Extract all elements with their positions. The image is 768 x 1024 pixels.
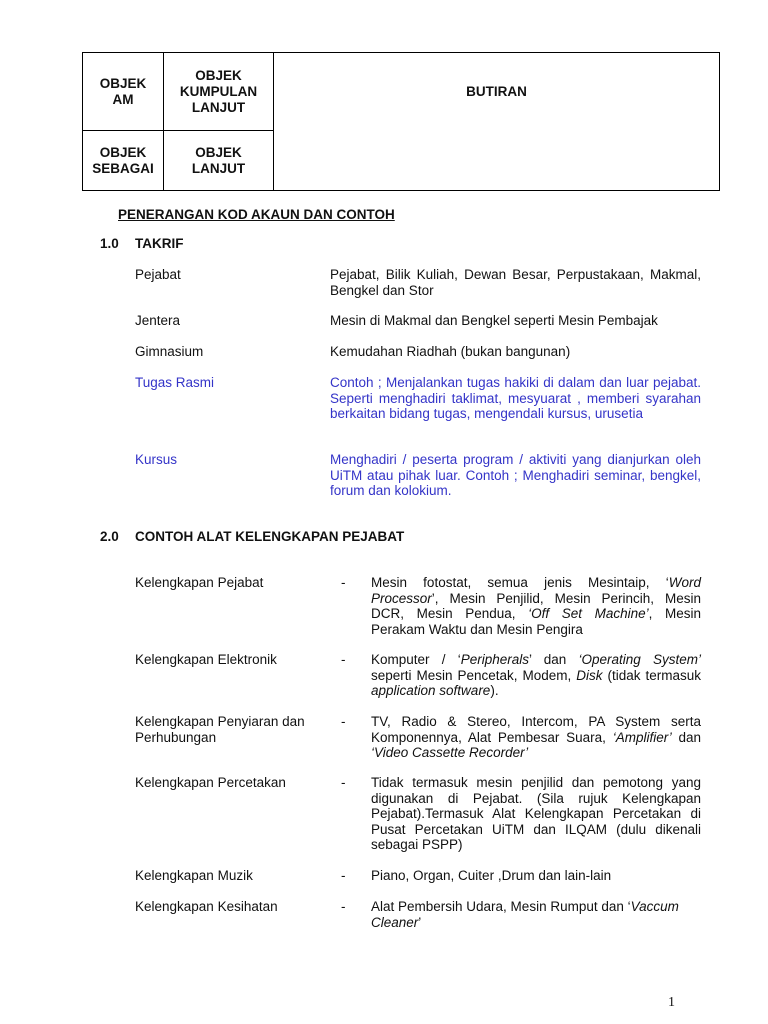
- cell-butiran: BUTIRAN: [273, 53, 719, 190]
- desc-jentera: Mesin di Makmal dan Bengkel seperti Mesin Pembajak: [330, 313, 658, 328]
- dash: -: [341, 868, 346, 883]
- desc-gimnasium: Kemudahan Riadhah (bukan bangunan): [330, 344, 571, 359]
- page-heading: PENERANGAN KOD AKAUN DAN CONTOH: [118, 207, 395, 222]
- dash: -: [341, 775, 346, 790]
- term-kelengkapan-muzik: Kelengkapan Muzik: [135, 868, 253, 883]
- cell-objek-sebagai: OBJEK SEBAGAI: [92, 144, 154, 176]
- dash: -: [341, 714, 346, 729]
- desc-kursus: Menghadiri / peserta program / aktiviti yang dianjurkan oleh UiTM atau pihak luar. Contoh ; Menghadiri seminar, bengkel, forum dan kolokium.: [330, 452, 701, 498]
- desc-kelengkapan-penyiaran: TV, Radio & Stereo, Intercom, PA System serta Komponennya, Alat Pembesar Suara, ‘Amplifier’ dan ‘Video Cassette Recorder’: [371, 714, 702, 760]
- term-tugas-rasmi: Tugas Rasmi: [135, 375, 215, 390]
- dash: -: [341, 899, 346, 914]
- term-gimnasium: Gimnasium: [135, 344, 204, 359]
- page-number: 1: [668, 995, 675, 1010]
- desc-kelengkapan-muzik: Piano, Organ, Cuiter ,Drum dan lain-lain: [371, 868, 612, 883]
- section1-title: TAKRIF: [135, 236, 184, 251]
- section2-number: 2.0: [100, 529, 119, 544]
- term-kelengkapan-percetakan: Kelengkapan Percetakan: [135, 775, 286, 790]
- section1-number: 1.0: [100, 236, 119, 251]
- section2-title: CONTOH ALAT KELENGKAPAN PEJABAT: [135, 529, 405, 544]
- term-kelengkapan-kesihatan: Kelengkapan Kesihatan: [135, 899, 278, 914]
- term-pejabat: Pejabat: [135, 267, 181, 282]
- header-table: [82, 52, 720, 191]
- desc-kelengkapan-elektronik: Komputer / ‘Peripherals’ dan ‘Operating System’ seperti Mesin Pencetak, Modem, Disk (tidak termasuk application software).: [371, 652, 702, 698]
- term-kelengkapan-pejabat: Kelengkapan Pejabat: [135, 575, 264, 590]
- term-jentera: Jentera: [135, 313, 181, 328]
- desc-pejabat: Pejabat, Bilik Kuliah, Dewan Besar, Perpustakaan, Makmal, Bengkel dan Stor: [330, 267, 701, 298]
- desc-kelengkapan-pejabat: Mesin fotostat, semua jenis Mesintaip, ‘Word Processor’, Mesin Penjilid, Mesin Perincih, Mesin DCR, Mesin Pendua, ‘Off Set Machine’, Mesin Perakam Waktu dan Mesin Pengira: [371, 575, 702, 637]
- desc-kelengkapan-percetakan: Tidak termasuk mesin penjilid dan pemotong yang digunakan di Pejabat. (Sila rujuk Kelengkapan Pejabat).Termasuk Alat Kelengkapan Percetakan di Pusat Percetakan UiTM dan ILQAM (dulu dikenali sebagai PSPP): [371, 775, 701, 852]
- term-kelengkapan-penyiaran: Kelengkapan Penyiaran dan Perhubungan: [135, 714, 305, 745]
- dash: -: [341, 652, 346, 667]
- dash: -: [341, 575, 346, 590]
- cell-objek-lanjut: OBJEK LANJUT: [163, 131, 273, 190]
- cell-objek-am: OBJEK AM: [83, 53, 163, 131]
- term-kursus: Kursus: [135, 452, 178, 467]
- desc-tugas-rasmi: Contoh ; Menjalankan tugas hakiki di dalam dan luar pejabat. Seperti menghadiri taklimat, mesyuarat , memberi syarahan berkaitan bidang tugas, mengendali kursus, urusetia: [330, 375, 701, 421]
- cell-objek-kumpulan-lanjut: OBJEK KUMPULAN LANJUT: [163, 53, 273, 131]
- term-kelengkapan-elektronik: Kelengkapan Elektronik: [135, 652, 277, 667]
- desc-kelengkapan-kesihatan: Alat Pembersih Udara, Mesin Rumput dan ‘Vaccum Cleaner’: [371, 899, 679, 930]
